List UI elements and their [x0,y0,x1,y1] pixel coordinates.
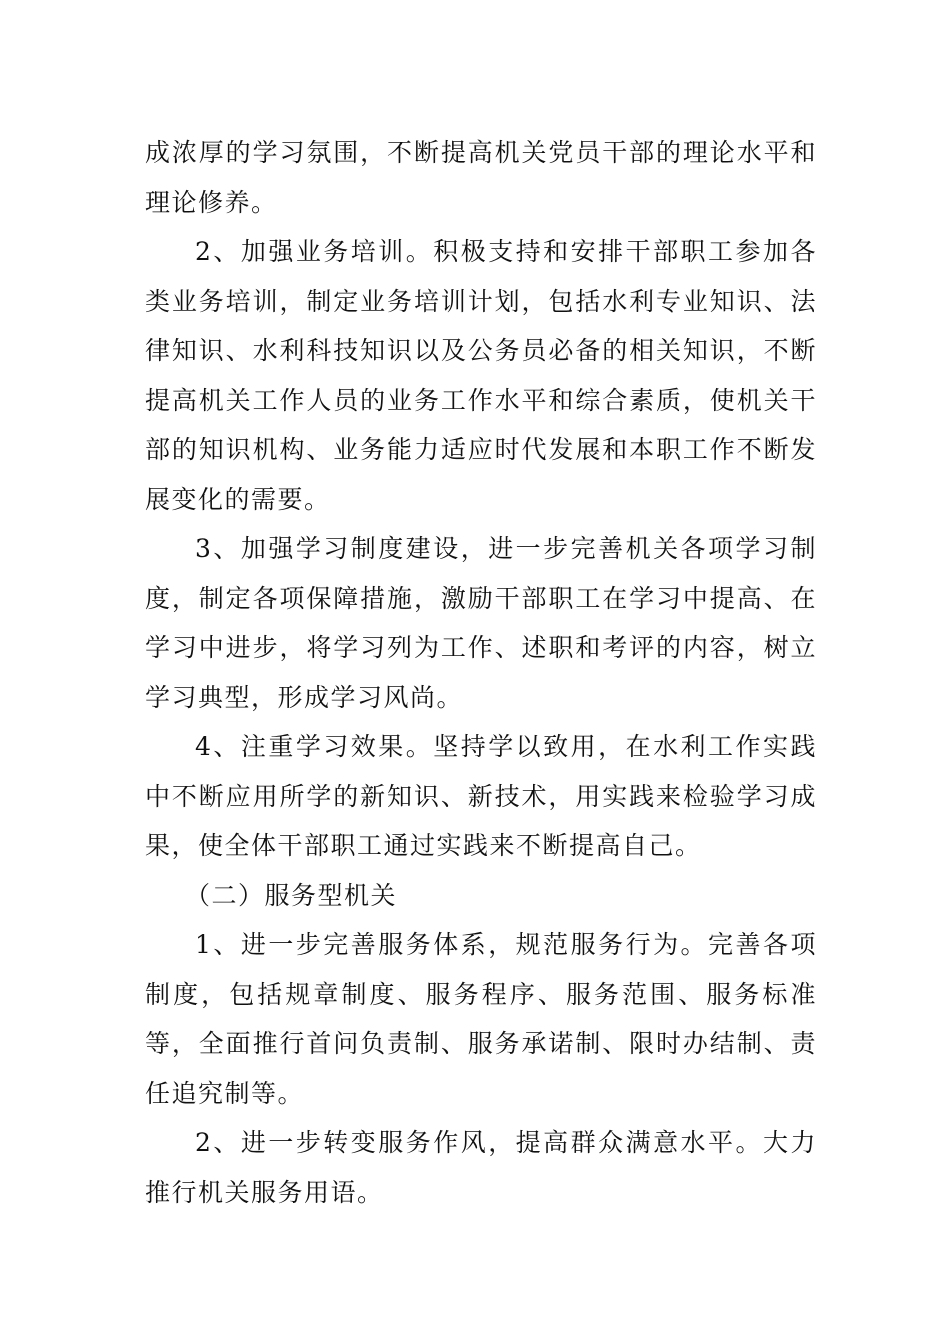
paragraph-service-style: 2、进一步转变服务作风，提高群众满意水平。大力推行机关服务用语。 [145,1128,817,1207]
paragraph-study-system: 3、加强学习制度建设，进一步完善机关各项学习制度，制定各项保障措施，激励干部职工在学习中提高、在学习中进步，将学习列为工作、述职和考评的内容，树立学习典型，形成学习风尚。 [145,534,817,712]
paragraph-business-training: 2、加强业务培训。积极支持和安排干部职工参加各类业务培训，制定业务培训计划，包括水利专业知识、法律知识、水利科技知识以及公务员必备的相关知识，不断提高机关工作人员的业务工作水平和综合素质，使机关干部的知识机构、业务能力适应时代发展和本职工作不断发展变化的需要。 [145,237,817,514]
paragraph-study-effect: 4、注重学习效果。坚持学以致用，在水利工作实践中不断应用所学的新知识、新技术，用实践来检验学习成果，使全体干部职工通过实践来不断提高自己。 [145,732,817,860]
paragraph-service-system: 1、进一步完善服务体系，规范服务行为。完善各项制度，包括规章制度、服务程序、服务范围、服务标准等，全面推行首问负责制、服务承诺制、限时办结制、责任追究制等。 [145,930,817,1108]
document-body [145,128,817,1217]
section-heading-service-organ: （二）服务型机关 [185,880,398,910]
paragraph-continuation: 成浓厚的学习氛围，不断提高机关党员干部的理论水平和理论修养。 [145,138,817,217]
